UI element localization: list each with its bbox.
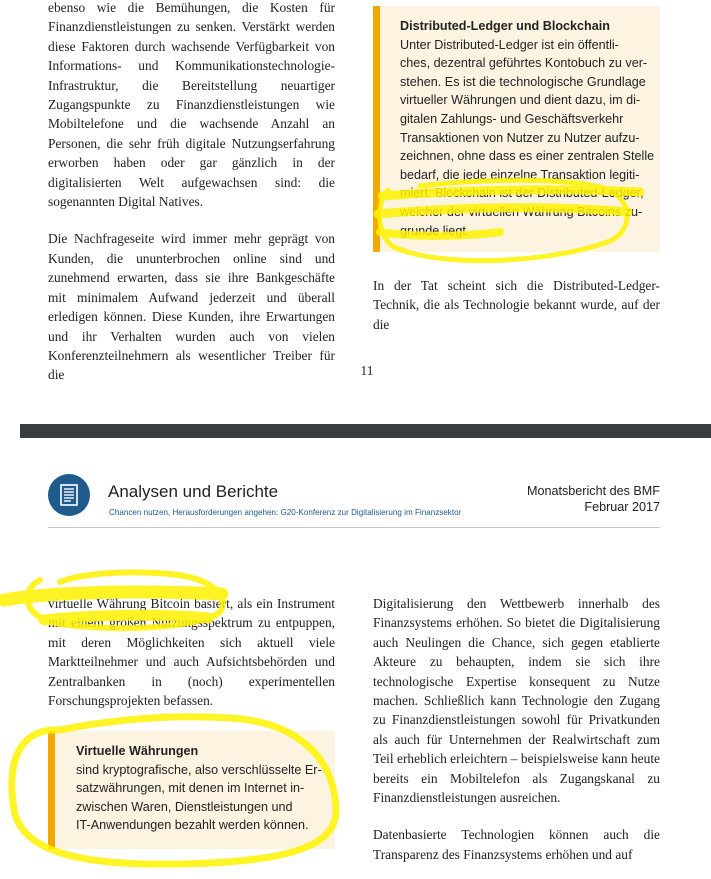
page2-info-box-accent bbox=[48, 731, 55, 849]
page1-info-box-title: Distributed-Ledger und Blockchain bbox=[400, 19, 610, 33]
page2-info-box bbox=[48, 731, 335, 849]
page1-info-box-line: zeichnen, ohne dass es einer zentralen Stelle bbox=[400, 149, 655, 164]
page-number: 11 bbox=[360, 363, 374, 378]
document-report-icon bbox=[48, 474, 90, 516]
page1-info-box-line: Transaktionen von Nutzer zu Nutzer aufzu- bbox=[400, 130, 640, 145]
header-title: Analysen und Berichte bbox=[108, 482, 279, 501]
page2-right-column bbox=[373, 594, 660, 864]
page1-info-box-line: Unter Distributed-Ledger ist ein öffentli- bbox=[400, 37, 619, 52]
header-report-date: Februar 2017 bbox=[584, 500, 660, 514]
page2-right-paragraph-2: Datenbasierte Technologien können auch die Transparenz des Finanzsystems erhöhen und auf bbox=[373, 827, 660, 862]
page1-info-box-line: welcher der virtuellen Währung Bitcoins zu- bbox=[400, 204, 643, 219]
page1-info-box-line: stehen. Es ist die technologische Grundlage bbox=[400, 74, 646, 89]
page1-info-box-line: gitalen Zahlungs- und Geschäftsverkehr bbox=[400, 111, 624, 126]
page1-info-box-accent bbox=[373, 6, 380, 252]
header-report-name: Monatsbericht des BMF bbox=[527, 484, 660, 498]
page2-info-box-title: Virtuelle Währungen bbox=[76, 744, 199, 758]
header-logo bbox=[48, 474, 90, 516]
page1-info-box-line: ches, dezentral geführtes Kontobuch zu ver- bbox=[400, 56, 648, 71]
header-rule bbox=[48, 527, 660, 528]
page2-info-box-line: zwischen Waren, Dienstleistungen und bbox=[76, 799, 293, 814]
page1-info-box bbox=[373, 6, 660, 252]
page2-info-box-line: sind kryptografische, also verschlüsselte Er- bbox=[76, 762, 322, 777]
page1-info-box-line: grunde liegt. bbox=[400, 223, 470, 238]
page2-left-column bbox=[48, 594, 335, 710]
header-subtitle: Chancen nutzen, Herausforderungen angehen: G20-Konferenz zur Digitalisierung im Finanzsektor bbox=[109, 508, 462, 517]
page1-left-paragraph-1: ebenso wie die Bemühungen, die Kosten für Finanzdienstleistungen zu senken. Verstärkt werden diese Faktoren durch wachsende Verfügbarkeit von Informations- und Kommunikationstechnologie-Infrastruktur, die Bereitstellung neuartiger Zugangspunkte zu Finanzdienstleistungen wie Mobiltelefone und die wachsende Anzahl an Personen, die sehr früh digitale Nutzungserfahrung erworben haben oder gar gänzlich in der digitalisierten Welt aufgewachsen sind: die sogenannten Digital Natives. bbox=[48, 0, 335, 210]
page1-info-box-line: miert. Blockchain ist der Distributed-Ledger, bbox=[400, 186, 644, 201]
page-separator bbox=[20, 424, 711, 438]
page2-right-paragraph-1: Digitalisierung den Wettbewerb innerhalb des Finanzsystems erhöhen. So bietet die Digitalisierung auch Neulingen die Chance, sich gegen etablierte Akteure zu behaupten, indem sie sich ihre technologische Expertise konsequent zu Nutze machen. Schließlich kann Technologie den Zugang zu Finanzdienstleistungen sowohl für Privatkunden als auch für Unternehmen der Realwirtschaft zum Teil erheblich erleichtern – beispielsweise kann heute bereits ein Mobiltelefon als Zugangskanal zu Finanzdienstleistungen ausreichen. bbox=[373, 596, 660, 806]
page1-left-paragraph-2: Die Nachfrageseite wird immer mehr geprägt von Kunden, die ununterbrochen online sind und zunehmend erwarten, dass sie ihre Bankgeschäfte mit minimalem Aufwand jederzeit und überall erledigen können. Diese Kunden, ihre Erwartungen und ihr Verhalten wurden auch von vielen Konferenzteilnehmern als wesentlicher Treiber für die bbox=[48, 231, 335, 383]
page2-left-paragraph: virtuelle Währung Bitcoin basiert, als ein Instrument mit einem großen Nutzungsspektrum zu entpuppen, mit deren Möglichkeiten sich aktuell viele Marktteilnehmer und auch Aufsichtsbehörden und Zentralbanken in (noch) experimentellen Forschungsprojekten befassen. bbox=[48, 596, 335, 709]
page1-info-box-line: virtueller Währungen und dient dazu, im di- bbox=[400, 93, 641, 108]
page1-info-box-line: bedarf, die jede einzelne Transaktion legiti- bbox=[400, 167, 640, 182]
page1-right-column bbox=[373, 276, 660, 334]
page2-info-box-line: satzwährungen, mit denen im Internet in- bbox=[76, 781, 305, 796]
page1-left-column bbox=[48, 0, 335, 385]
page2-info-box-line: IT-Anwendungen bezahlt werden können. bbox=[76, 818, 309, 833]
page1-right-paragraph: In der Tat scheint sich die Distributed-Ledger-Technik, die als Technologie bekannt wurde, auf der die bbox=[373, 278, 660, 332]
